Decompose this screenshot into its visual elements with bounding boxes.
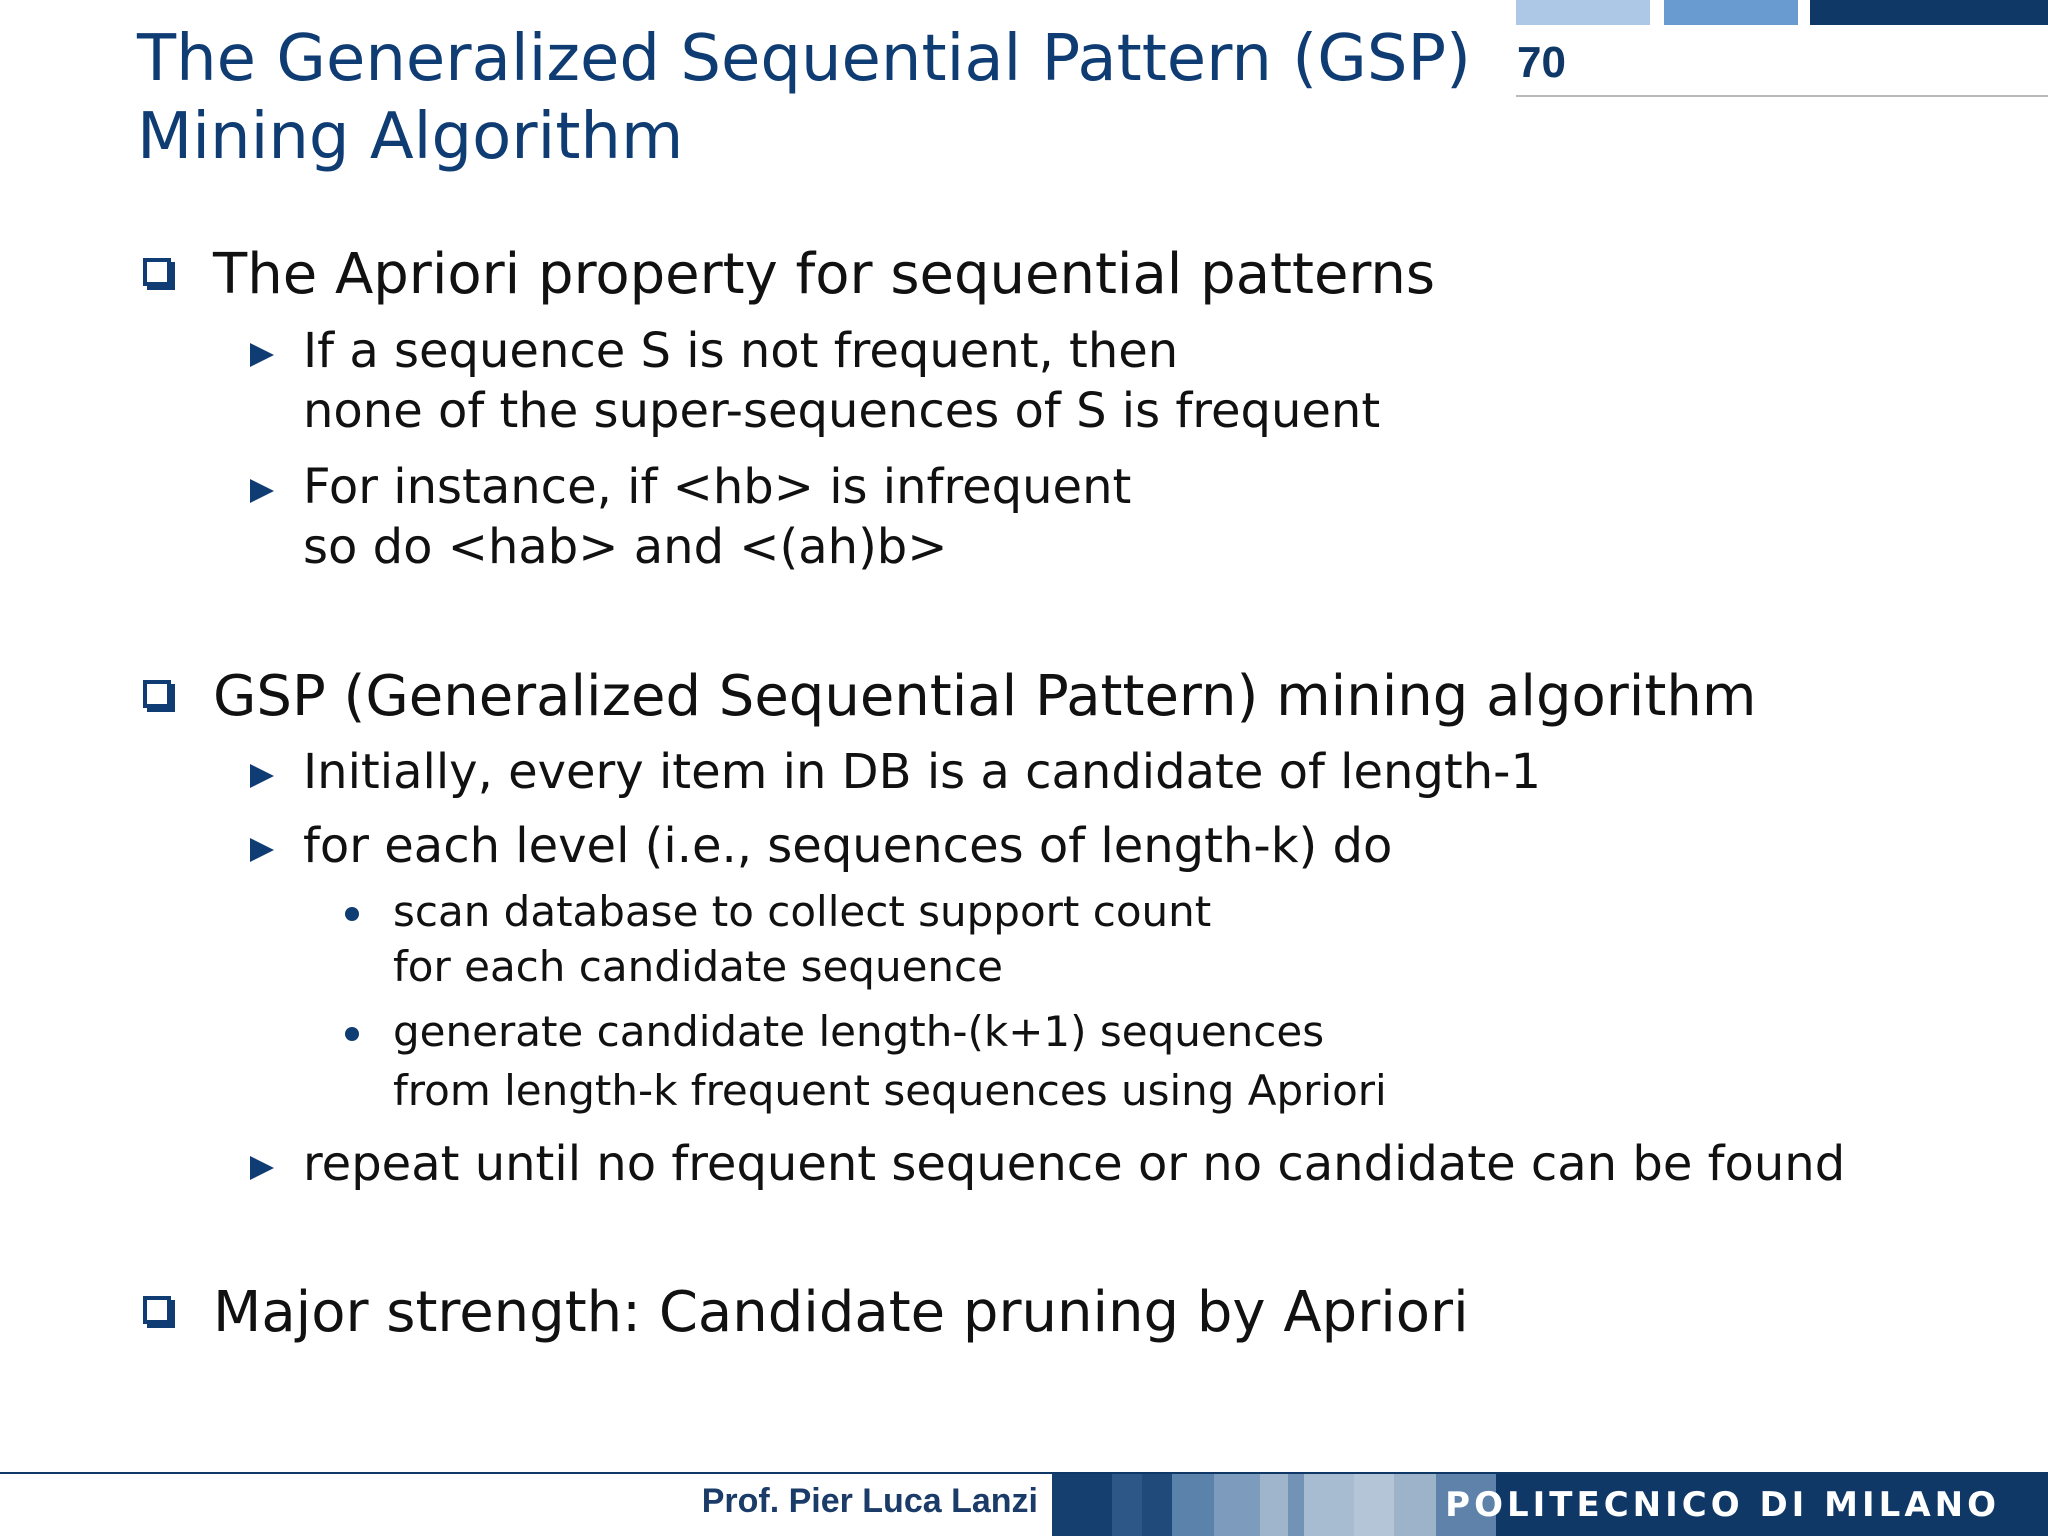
bullet-gsp-algorithm: GSP (Generalized Sequential Pattern) mining algorithm bbox=[213, 664, 1757, 729]
slide-title-line-1: The Generalized Sequential Pattern (GSP) bbox=[137, 22, 1471, 96]
sub-bullet-line: for each level (i.e., sequences of length-k) do bbox=[303, 818, 1393, 874]
bullet-apriori-property: The Apriori property for sequential patterns bbox=[213, 242, 1436, 307]
dot-bullet-icon bbox=[345, 1027, 359, 1041]
square-bullet-icon bbox=[143, 680, 171, 708]
bullet-major-strength: Major strength: Candidate pruning by Apriori bbox=[213, 1280, 1469, 1345]
triangle-bullet-icon bbox=[250, 1156, 274, 1180]
sub-bullet-line: Initially, every item in DB is a candidate of length-1 bbox=[303, 744, 1541, 800]
footer-decorative-bars bbox=[1052, 1474, 1496, 1536]
footer-author: Prof. Pier Luca Lanzi bbox=[701, 1482, 1038, 1520]
institution-name: POLITECNICO DI MILANO bbox=[1445, 1485, 2000, 1525]
sub-sub-bullet-line: for each candidate sequence bbox=[393, 942, 1003, 991]
sub-bullet-line: so do <hab> and <(ah)b> bbox=[303, 519, 948, 575]
triangle-bullet-icon bbox=[250, 764, 274, 788]
square-bullet-icon bbox=[143, 1296, 171, 1324]
slide-number: 70 bbox=[1517, 38, 1566, 87]
triangle-bullet-icon bbox=[250, 343, 274, 367]
sub-sub-bullet-line: scan database to collect support count bbox=[393, 887, 1212, 936]
sub-sub-bullet-line: from length-k frequent sequences using Apriori bbox=[393, 1066, 1387, 1115]
institution-logo bbox=[1445, 1474, 2048, 1536]
slide-title-line-2: Mining Algorithm bbox=[137, 100, 684, 174]
triangle-bullet-icon bbox=[250, 838, 274, 862]
square-bullet-icon bbox=[143, 258, 171, 286]
sub-bullet-line: none of the super-sequences of S is frequent bbox=[303, 383, 1381, 439]
sub-bullet-line: For instance, if <hb> is infrequent bbox=[303, 459, 1132, 515]
dot-bullet-icon bbox=[345, 907, 359, 921]
sub-bullet-line: If a sequence S is not frequent, then bbox=[303, 323, 1179, 379]
sub-bullet-line: repeat until no frequent sequence or no candidate can be found bbox=[303, 1136, 1846, 1192]
sub-sub-bullet-line: generate candidate length-(k+1) sequences bbox=[393, 1007, 1325, 1056]
triangle-bullet-icon bbox=[250, 479, 274, 503]
